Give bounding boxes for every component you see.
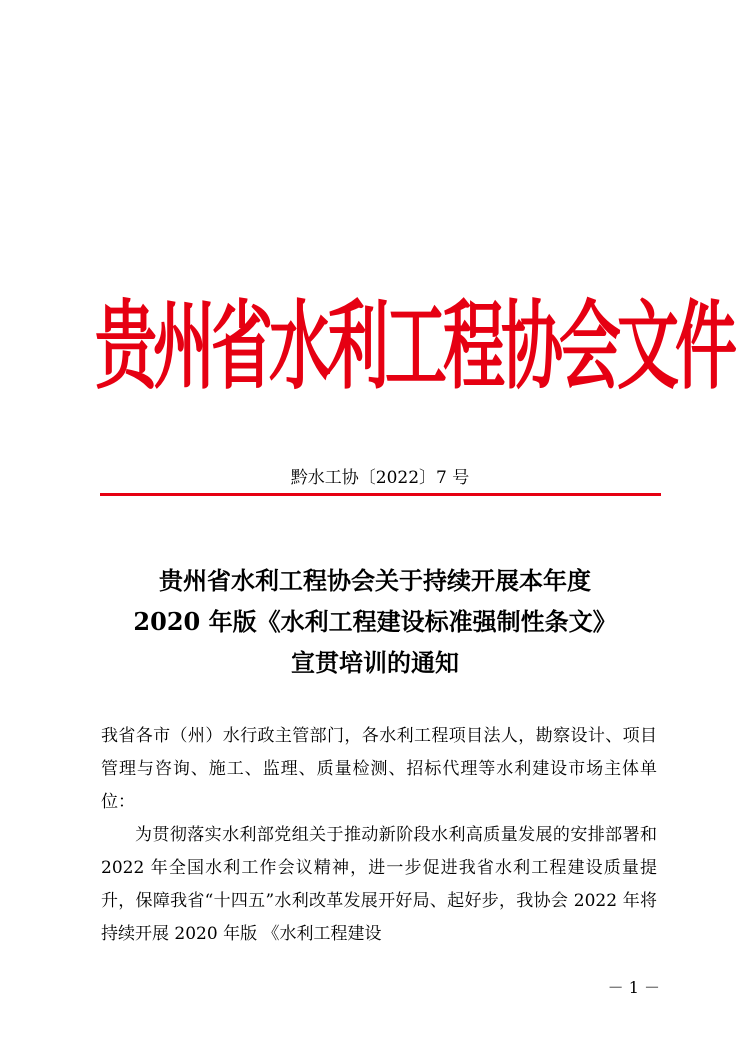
title-line-2: 2020 年版《水利工程建设标准强制性条文》	[133, 607, 617, 636]
page-number: － 1 －	[607, 978, 660, 997]
notice-title	[90, 560, 660, 683]
document-number: 黔水工协〔2022〕7 号	[290, 468, 470, 488]
title-line-3: 宣贯培训的通知	[291, 648, 459, 677]
body-paragraph: 为贯彻落实水利部党组关于推动新阶段水利高质量发展的安排部署和 2022 年全国水利工作会议精神，进一步促进我省水利工程建设质量提升，保障我省“十四五”水利改革发展开好局、起好步，我协会 2022 年将持续开展 2020 年版 《水利工程建设	[101, 825, 657, 944]
red-divider-line	[100, 493, 661, 496]
body-text	[101, 720, 657, 951]
salutation: 我省各市（州）水行政主管部门，各水利工程项目法人，勘察设计、项目管理与咨询、施工、监理、质量检测、招标代理等水利建设市场主体单位：	[101, 726, 657, 812]
masthead-title: 贵州省水利工程协会文件	[95, 289, 734, 403]
title-line-1: 贵州省水利工程协会关于持续开展本年度	[159, 566, 591, 595]
